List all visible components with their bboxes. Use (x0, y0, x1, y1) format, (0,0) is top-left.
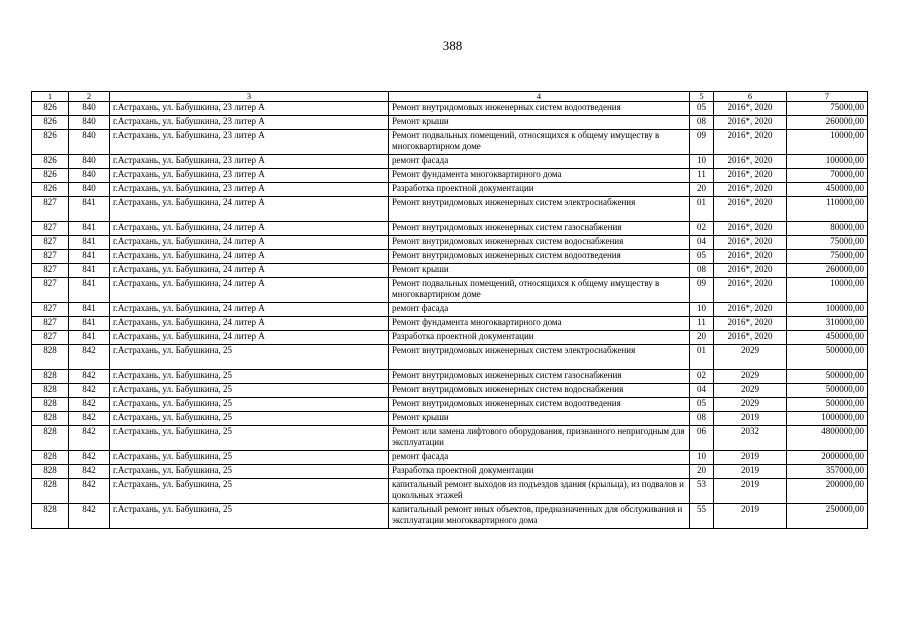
row-number: 828 (32, 370, 69, 384)
work-code-cell: 10 (690, 451, 714, 465)
table-row (32, 303, 868, 317)
table-row (32, 398, 868, 412)
reg-number: 840 (69, 130, 110, 155)
work-type-cell: Ремонт подвальных помещений, относящихся к общему имуществу в многоквартирном доме (389, 130, 690, 155)
table-row (32, 236, 868, 250)
cost-cell: 10000,00 (787, 278, 868, 303)
row-number: 828 (32, 345, 69, 370)
address-cell: г.Астрахань, ул. Бабушкина, 25 (110, 412, 389, 426)
row-number: 827 (32, 236, 69, 250)
work-type-cell: Ремонт крыши (389, 264, 690, 278)
row-number: 828 (32, 384, 69, 398)
reg-number: 841 (69, 250, 110, 264)
table-row (32, 331, 868, 345)
work-code-cell: 05 (690, 398, 714, 412)
work-type-cell: Ремонт или замена лифтового оборудования, признанного непригодным для эксплуатации (389, 426, 690, 451)
work-code-cell: 53 (690, 479, 714, 504)
table-row (32, 278, 868, 303)
page-number: 388 (442, 38, 463, 53)
cost-cell: 357000,00 (787, 465, 868, 479)
capital-repair-table (31, 91, 868, 529)
year-cell: 2029 (714, 398, 787, 412)
work-type-cell: Ремонт внутридомовых инженерных систем водоотведения (389, 250, 690, 264)
cost-cell: 250000,00 (787, 504, 868, 529)
reg-number: 842 (69, 345, 110, 370)
work-code-cell: 11 (690, 169, 714, 183)
table-row (32, 222, 868, 236)
work-code-cell: 09 (690, 130, 714, 155)
year-cell: 2016*, 2020 (714, 331, 787, 345)
table-row (32, 345, 868, 370)
row-number: 826 (32, 116, 69, 130)
work-type-cell: Ремонт фундамента многоквартирного дома (389, 169, 690, 183)
row-number: 827 (32, 264, 69, 278)
address-cell: г.Астрахань, ул. Бабушкина, 25 (110, 398, 389, 412)
row-number: 826 (32, 102, 69, 116)
work-type-cell: Ремонт внутридомовых инженерных систем электроснабжения (389, 197, 690, 222)
table-row (32, 426, 868, 451)
year-cell: 2029 (714, 345, 787, 370)
work-code-cell: 10 (690, 155, 714, 169)
row-number: 826 (32, 155, 69, 169)
table-row (32, 250, 868, 264)
reg-number: 841 (69, 197, 110, 222)
row-number: 828 (32, 504, 69, 529)
work-type-cell: Разработка проектной документации (389, 331, 690, 345)
row-number: 828 (32, 412, 69, 426)
work-type-cell: Ремонт фундамента многоквартирного дома (389, 317, 690, 331)
table-row (32, 370, 868, 384)
work-code-cell: 01 (690, 345, 714, 370)
header-col-2: 2 (69, 92, 110, 102)
reg-number: 841 (69, 278, 110, 303)
work-type-cell: Разработка проектной документации (389, 465, 690, 479)
address-cell: г.Астрахань, ул. Бабушкина, 25 (110, 345, 389, 370)
work-code-cell: 02 (690, 370, 714, 384)
reg-number: 841 (69, 236, 110, 250)
address-cell: г.Астрахань, ул. Бабушкина, 24 литер А (110, 250, 389, 264)
row-number: 827 (32, 250, 69, 264)
reg-number: 841 (69, 331, 110, 345)
cost-cell: 100000,00 (787, 303, 868, 317)
reg-number: 842 (69, 504, 110, 529)
cost-cell: 500000,00 (787, 398, 868, 412)
year-cell: 2016*, 2020 (714, 155, 787, 169)
work-code-cell: 08 (690, 264, 714, 278)
year-cell: 2016*, 2020 (714, 303, 787, 317)
address-cell: г.Астрахань, ул. Бабушкина, 23 литер А (110, 116, 389, 130)
work-code-cell: 08 (690, 412, 714, 426)
row-number: 827 (32, 317, 69, 331)
table-row (32, 197, 868, 222)
year-cell: 2016*, 2020 (714, 264, 787, 278)
year-cell: 2032 (714, 426, 787, 451)
row-number: 827 (32, 278, 69, 303)
year-cell: 2019 (714, 465, 787, 479)
address-cell: г.Астрахань, ул. Бабушкина, 25 (110, 451, 389, 465)
work-code-cell: 08 (690, 116, 714, 130)
work-code-cell: 02 (690, 222, 714, 236)
year-cell: 2019 (714, 504, 787, 529)
table-row (32, 504, 868, 529)
table-row (32, 116, 868, 130)
cost-cell: 75000,00 (787, 250, 868, 264)
reg-number: 841 (69, 264, 110, 278)
table-header-row (32, 92, 868, 102)
cost-cell: 200000,00 (787, 479, 868, 504)
year-cell: 2029 (714, 370, 787, 384)
cost-cell: 1000000,00 (787, 412, 868, 426)
work-code-cell: 55 (690, 504, 714, 529)
row-number: 827 (32, 303, 69, 317)
year-cell: 2016*, 2020 (714, 236, 787, 250)
work-type-cell: Ремонт подвальных помещений, относящихся к общему имуществу в многоквартирном доме (389, 278, 690, 303)
row-number: 828 (32, 398, 69, 412)
reg-number: 842 (69, 384, 110, 398)
work-type-cell: ремонт фасада (389, 451, 690, 465)
address-cell: г.Астрахань, ул. Бабушкина, 24 литер А (110, 331, 389, 345)
cost-cell: 310000,00 (787, 317, 868, 331)
reg-number: 840 (69, 183, 110, 197)
work-type-cell: Ремонт крыши (389, 412, 690, 426)
cost-cell: 500000,00 (787, 345, 868, 370)
work-type-cell: Ремонт внутридомовых инженерных систем водоснабжения (389, 236, 690, 250)
year-cell: 2016*, 2020 (714, 130, 787, 155)
year-cell: 2016*, 2020 (714, 169, 787, 183)
cost-cell: 110000,00 (787, 197, 868, 222)
work-code-cell: 04 (690, 384, 714, 398)
work-code-cell: 04 (690, 236, 714, 250)
cost-cell: 450000,00 (787, 331, 868, 345)
address-cell: г.Астрахань, ул. Бабушкина, 23 литер А (110, 155, 389, 169)
year-cell: 2029 (714, 384, 787, 398)
address-cell: г.Астрахань, ул. Бабушкина, 25 (110, 465, 389, 479)
address-cell: г.Астрахань, ул. Бабушкина, 25 (110, 504, 389, 529)
row-number: 826 (32, 183, 69, 197)
cost-cell: 500000,00 (787, 370, 868, 384)
row-number: 828 (32, 479, 69, 504)
table-row (32, 130, 868, 155)
work-code-cell: 10 (690, 303, 714, 317)
header-col-1: 1 (32, 92, 69, 102)
address-cell: г.Астрахань, ул. Бабушкина, 23 литер А (110, 169, 389, 183)
reg-number: 842 (69, 465, 110, 479)
row-number: 828 (32, 426, 69, 451)
cost-cell: 4800000,00 (787, 426, 868, 451)
address-cell: г.Астрахань, ул. Бабушкина, 23 литер А (110, 102, 389, 116)
table-row (32, 155, 868, 169)
work-type-cell: ремонт фасада (389, 303, 690, 317)
work-code-cell: 20 (690, 183, 714, 197)
address-cell: г.Астрахань, ул. Бабушкина, 24 литер А (110, 303, 389, 317)
work-type-cell: капитальный ремонт выходов из подъездов здания (крыльца), из подвалов и цокольных этажей (389, 479, 690, 504)
cost-cell: 500000,00 (787, 384, 868, 398)
address-cell: г.Астрахань, ул. Бабушкина, 24 литер А (110, 278, 389, 303)
work-code-cell: 01 (690, 197, 714, 222)
reg-number: 842 (69, 451, 110, 465)
reg-number: 840 (69, 102, 110, 116)
reg-number: 840 (69, 116, 110, 130)
row-number: 827 (32, 197, 69, 222)
work-code-cell: 05 (690, 102, 714, 116)
work-code-cell: 20 (690, 331, 714, 345)
row-number: 827 (32, 331, 69, 345)
work-code-cell: 05 (690, 250, 714, 264)
year-cell: 2016*, 2020 (714, 250, 787, 264)
cost-cell: 2000000,00 (787, 451, 868, 465)
reg-number: 841 (69, 317, 110, 331)
reg-number: 840 (69, 155, 110, 169)
table-row (32, 169, 868, 183)
year-cell: 2019 (714, 451, 787, 465)
year-cell: 2016*, 2020 (714, 116, 787, 130)
work-code-cell: 11 (690, 317, 714, 331)
address-cell: г.Астрахань, ул. Бабушкина, 24 литер А (110, 236, 389, 250)
table-row (32, 451, 868, 465)
address-cell: г.Астрахань, ул. Бабушкина, 24 литер А (110, 222, 389, 236)
year-cell: 2016*, 2020 (714, 197, 787, 222)
row-number: 827 (32, 222, 69, 236)
work-type-cell: Разработка проектной документации (389, 183, 690, 197)
work-type-cell: Ремонт внутридомовых инженерных систем электроснабжения (389, 345, 690, 370)
reg-number: 842 (69, 370, 110, 384)
row-number: 826 (32, 130, 69, 155)
work-type-cell: Ремонт внутридомовых инженерных систем газоснабжения (389, 222, 690, 236)
cost-cell: 75000,00 (787, 102, 868, 116)
work-type-cell: Ремонт крыши (389, 116, 690, 130)
table-row (32, 479, 868, 504)
year-cell: 2016*, 2020 (714, 317, 787, 331)
reg-number: 842 (69, 412, 110, 426)
table-row (32, 384, 868, 398)
row-number: 828 (32, 465, 69, 479)
address-cell: г.Астрахань, ул. Бабушкина, 25 (110, 479, 389, 504)
header-col-6: 6 (714, 92, 787, 102)
work-type-cell: Ремонт внутридомовых инженерных систем водоснабжения (389, 384, 690, 398)
table-row (32, 412, 868, 426)
row-number: 826 (32, 169, 69, 183)
address-cell: г.Астрахань, ул. Бабушкина, 24 литер А (110, 264, 389, 278)
header-col-3: 3 (110, 92, 389, 102)
row-number: 828 (32, 451, 69, 465)
year-cell: 2016*, 2020 (714, 278, 787, 303)
year-cell: 2016*, 2020 (714, 102, 787, 116)
cost-cell: 450000,00 (787, 183, 868, 197)
address-cell: г.Астрахань, ул. Бабушкина, 23 литер А (110, 130, 389, 155)
table-row (32, 465, 868, 479)
work-type-cell: капитальный ремонт иных объектов, предназначенных для обслуживания и эксплуатации многоквартирного дома (389, 504, 690, 529)
year-cell: 2019 (714, 412, 787, 426)
cost-cell: 80000,00 (787, 222, 868, 236)
header-col-5: 5 (690, 92, 714, 102)
work-code-cell: 20 (690, 465, 714, 479)
header-col-4: 4 (389, 92, 690, 102)
table-row (32, 102, 868, 116)
year-cell: 2016*, 2020 (714, 222, 787, 236)
address-cell: г.Астрахань, ул. Бабушкина, 25 (110, 426, 389, 451)
work-code-cell: 06 (690, 426, 714, 451)
work-type-cell: Ремонт внутридомовых инженерных систем водоотведения (389, 398, 690, 412)
year-cell: 2019 (714, 479, 787, 504)
cost-cell: 100000,00 (787, 155, 868, 169)
reg-number: 840 (69, 169, 110, 183)
table-row (32, 317, 868, 331)
reg-number: 841 (69, 222, 110, 236)
cost-cell: 260000,00 (787, 264, 868, 278)
cost-cell: 10000,00 (787, 130, 868, 155)
table-row (32, 183, 868, 197)
address-cell: г.Астрахань, ул. Бабушкина, 24 литер А (110, 317, 389, 331)
reg-number: 842 (69, 426, 110, 451)
work-type-cell: Ремонт внутридомовых инженерных систем газоснабжения (389, 370, 690, 384)
reg-number: 841 (69, 303, 110, 317)
address-cell: г.Астрахань, ул. Бабушкина, 24 литер А (110, 197, 389, 222)
address-cell: г.Астрахань, ул. Бабушкина, 23 литер А (110, 183, 389, 197)
table-row (32, 264, 868, 278)
work-code-cell: 09 (690, 278, 714, 303)
work-type-cell: Ремонт внутридомовых инженерных систем водоотведения (389, 102, 690, 116)
reg-number: 842 (69, 398, 110, 412)
cost-cell: 75000,00 (787, 236, 868, 250)
year-cell: 2016*, 2020 (714, 183, 787, 197)
cost-cell: 70000,00 (787, 169, 868, 183)
header-col-7: 7 (787, 92, 868, 102)
cost-cell: 260000,00 (787, 116, 868, 130)
address-cell: г.Астрахань, ул. Бабушкина, 25 (110, 384, 389, 398)
work-type-cell: ремонт фасада (389, 155, 690, 169)
reg-number: 842 (69, 479, 110, 504)
address-cell: г.Астрахань, ул. Бабушкина, 25 (110, 370, 389, 384)
